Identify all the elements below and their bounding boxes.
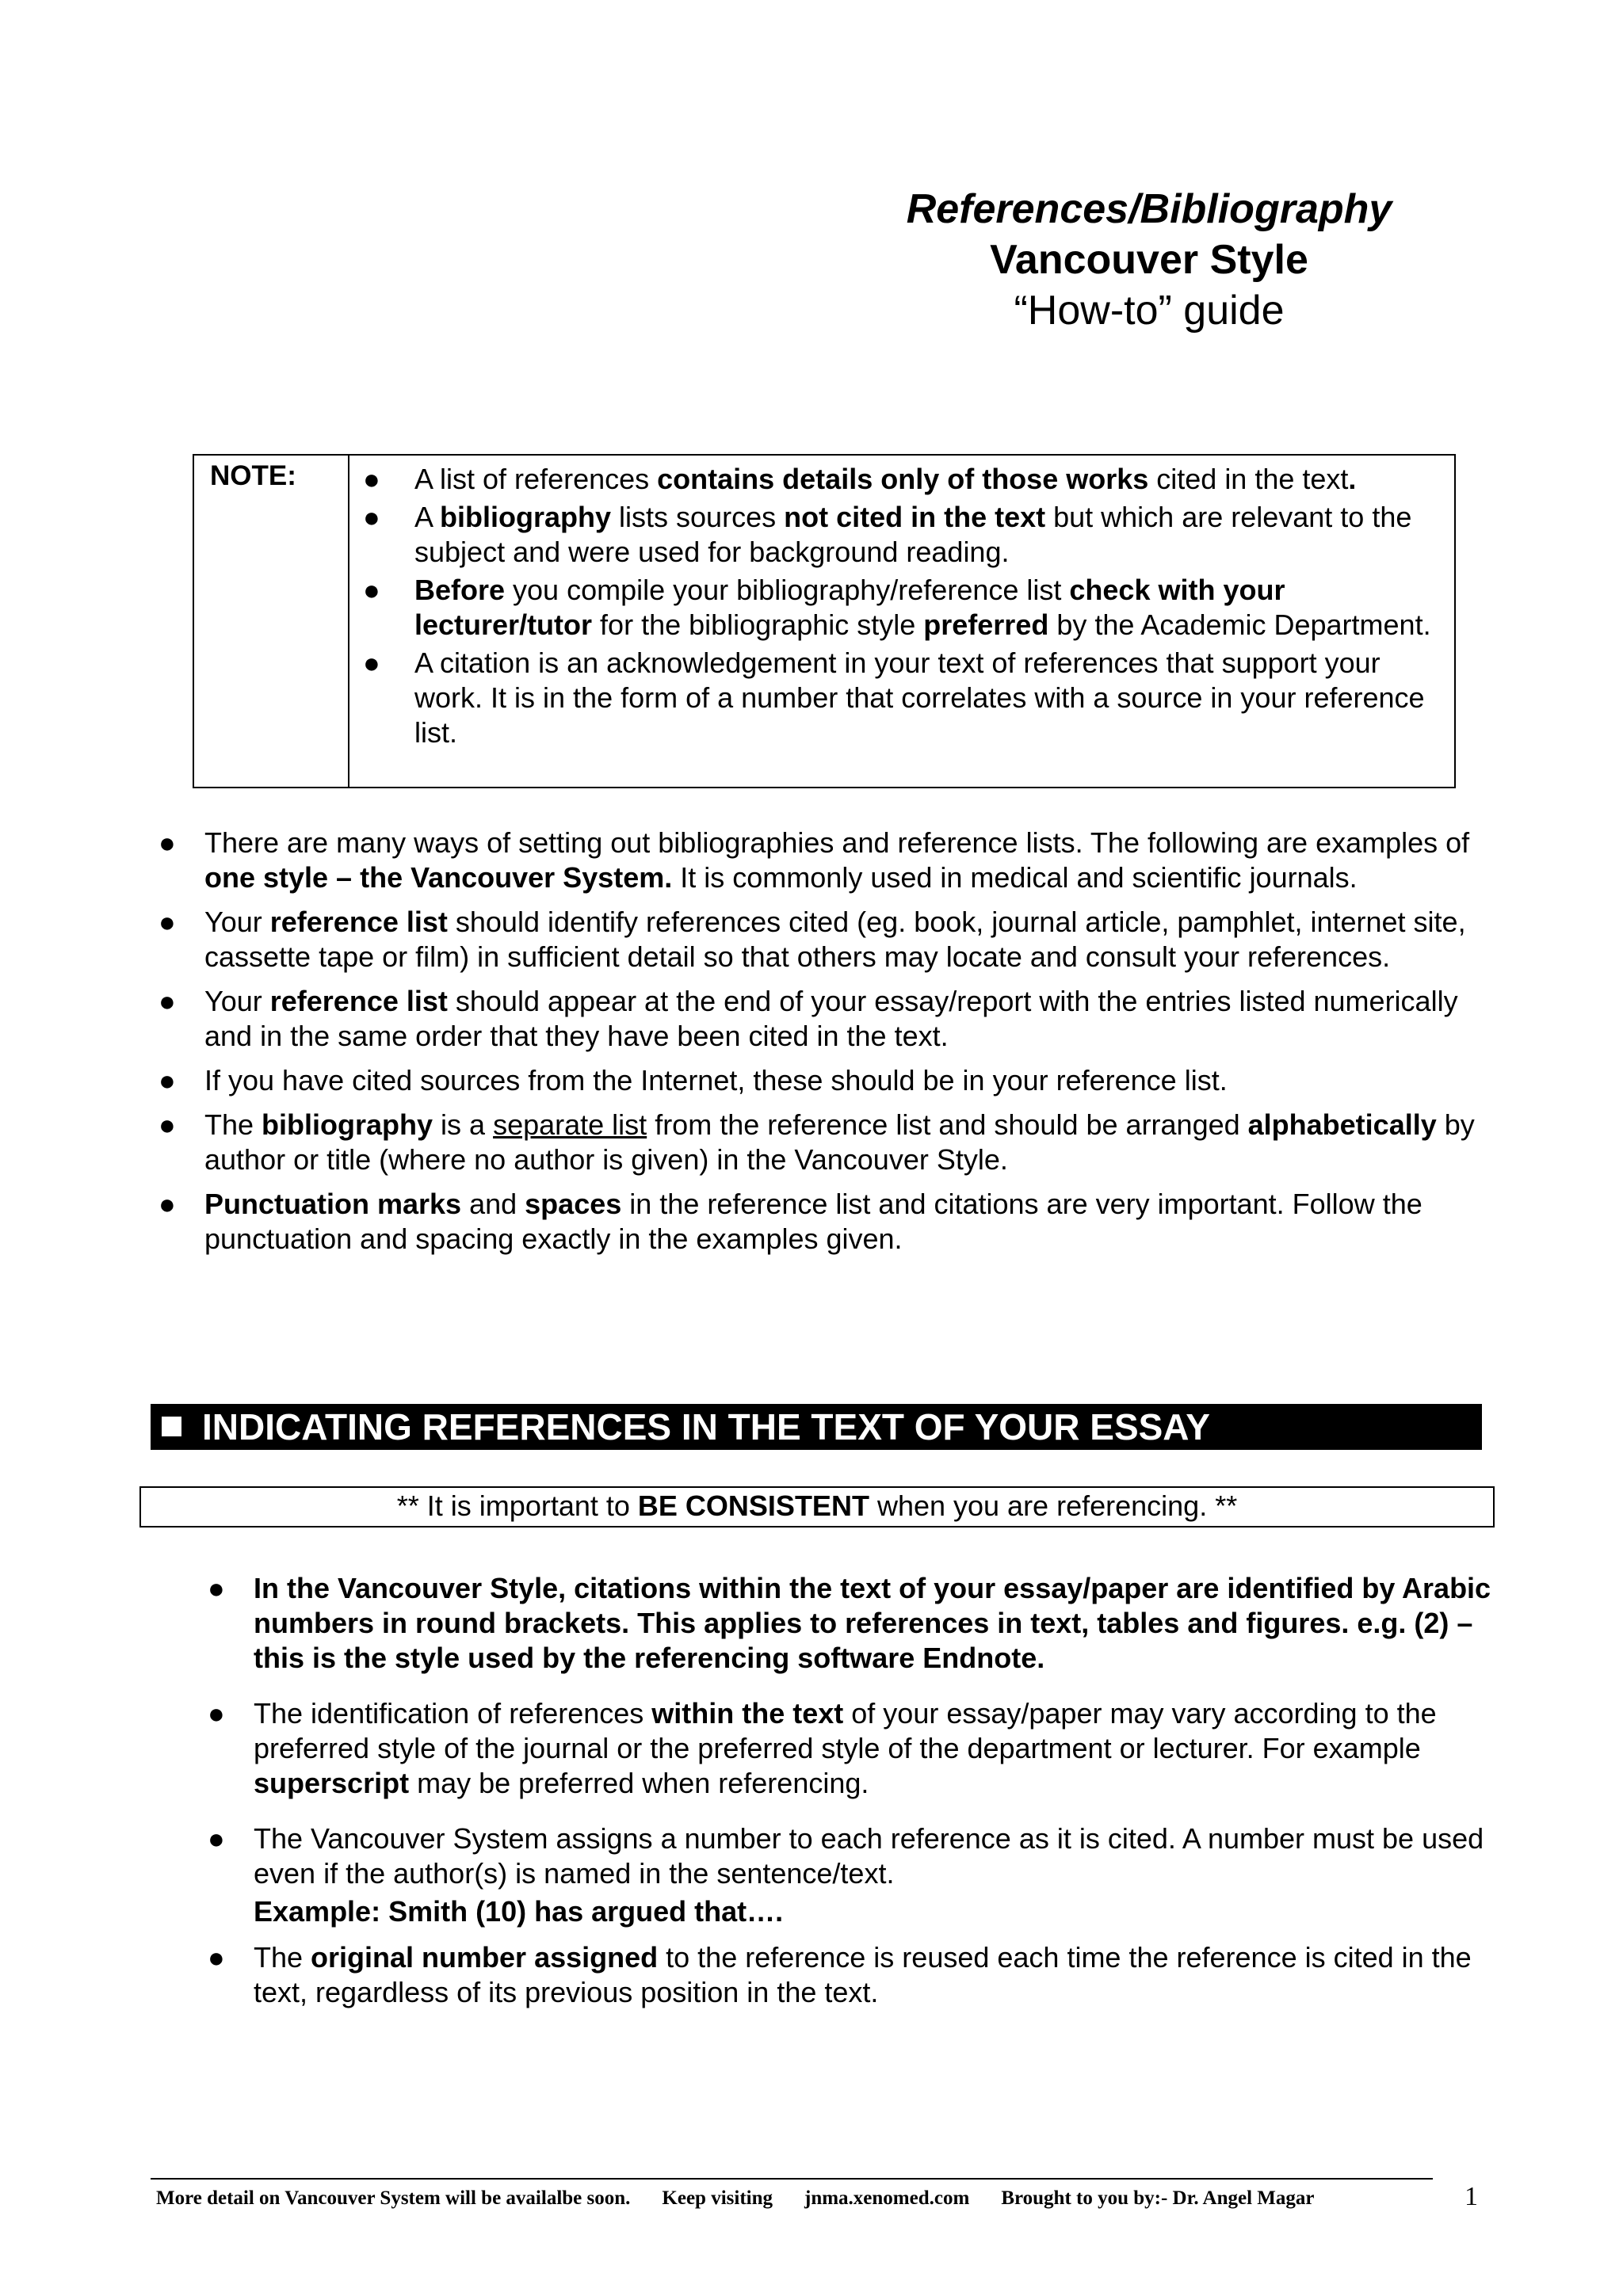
- list-text: to the reference is reused each time the reference is cited in the text, regardless of its previous position in the text.: [254, 1941, 1472, 2008]
- footer-credit: Brought to you by:- Dr. Angel Magar: [1001, 2187, 1315, 2209]
- page-number: 1: [1465, 2182, 1478, 2211]
- consistency-text: when you are referencing. **: [869, 1489, 1238, 1522]
- note-bold-text: Before: [414, 574, 506, 606]
- list-bold-text: bibliography: [262, 1108, 433, 1141]
- list-text: Your: [204, 985, 270, 1017]
- list-bold-text: spaces: [525, 1188, 622, 1220]
- example-line: [204, 1894, 1504, 1929]
- bullet-icon: ●: [363, 501, 380, 533]
- list-text: of your essay/paper may vary according to the preferred style of the journal or the preferred style of the department or lecturer. For example: [254, 1697, 1437, 1764]
- note-text: A citation is an acknowledgement in your text of references that support your work. It is in the form of a number that correlates with a source in your reference list.: [414, 646, 1425, 749]
- note-bold-text: contains details only of those works: [657, 463, 1149, 495]
- note-text: A list of references: [414, 463, 658, 495]
- list-bold-text: reference list: [269, 985, 448, 1017]
- list-item: [155, 1187, 1502, 1257]
- list-text: should identify references cited (eg. book, journal article, pamphlet, internet site, cassette tape or film) in sufficient detail so that others may locate and consult your references.: [204, 906, 1466, 973]
- list-bold-text: Punctuation marks: [204, 1188, 462, 1220]
- list-bold-text: reference list: [269, 906, 448, 938]
- list-text: The Vancouver System assigns a number to each reference as it is cited. A number must be used even if the author(s) is named in the sentence/text.: [254, 1822, 1484, 1890]
- bullet-icon: ●: [363, 574, 380, 606]
- list-bold-text: superscript: [254, 1767, 410, 1799]
- bullet-icon: ●: [208, 1941, 225, 1974]
- section-heading: [151, 1404, 1482, 1450]
- bullet-icon: ●: [363, 646, 380, 679]
- note-text: lists sources: [611, 501, 785, 533]
- note-text: cited in the text: [1148, 463, 1349, 495]
- list-text: It is commonly used in medical and scientific journals.: [672, 861, 1358, 894]
- bullet-icon: ●: [158, 1188, 176, 1220]
- note-box-divider: [348, 454, 349, 788]
- note-text: but which are relevant to the subject and were used for background reading.: [414, 501, 1412, 568]
- list-text: may be preferred when referencing.: [409, 1767, 869, 1799]
- note-item: [361, 500, 1446, 570]
- list-underlined-text: separate list: [493, 1108, 647, 1141]
- list-text: in the reference list and citations are very important. Follow the punctuation and spacing exactly in the examples given.: [204, 1188, 1423, 1255]
- footer-keep-visiting: Keep visiting: [662, 2187, 773, 2209]
- note-item: [361, 573, 1446, 643]
- footer-notice: More detail on Vancouver System will be availalbe soon.: [156, 2187, 631, 2209]
- list-text: from the reference list and should be arranged: [647, 1108, 1248, 1141]
- list-bold-text: one style – the Vancouver System.: [204, 861, 673, 894]
- note-item: [361, 462, 1446, 497]
- title-references-bibliography: References/Bibliography: [906, 186, 1392, 232]
- list-item: [204, 1696, 1504, 1801]
- footer-website: jnma.xenomed.com: [804, 2187, 970, 2209]
- example-text: Example: Smith (10) has argued that….: [254, 1895, 784, 1928]
- bullet-icon: ●: [208, 1572, 225, 1604]
- bullet-icon: ●: [158, 906, 176, 938]
- bullet-icon: ●: [208, 1697, 225, 1730]
- list-item: [155, 1108, 1502, 1177]
- list-item: [204, 1940, 1504, 2010]
- consistency-note-box: [139, 1486, 1495, 1527]
- document-title: [792, 184, 1506, 336]
- list-bold-text: In the Vancouver Style, citations within the text of your essay/paper are identified by Arabic numbers in round brackets. This applies to references in text, tables and figures. e.g. (2) – this is the style used by the referencing software Endnote.: [254, 1572, 1491, 1674]
- note-label: NOTE:: [210, 460, 296, 491]
- main-bullet-list: [155, 826, 1502, 1266]
- note-item: [361, 646, 1446, 750]
- list-text: The: [254, 1941, 311, 1974]
- list-item: [204, 1821, 1504, 1891]
- list-text: is a: [433, 1108, 494, 1141]
- list-item: [155, 1063, 1502, 1098]
- note-text: by the Academic Department.: [1048, 608, 1431, 641]
- note-text: for the bibliographic style: [592, 608, 924, 641]
- note-text: you compile your bibliography/reference list: [505, 574, 1070, 606]
- square-bullet-icon: [162, 1417, 181, 1436]
- note-bold-text: bibliography: [440, 501, 612, 533]
- note-bold-text: .: [1348, 463, 1357, 495]
- bullet-icon: ●: [158, 826, 176, 859]
- bullet-icon: ●: [158, 1064, 176, 1097]
- section-heading-text: INDICATING REFERENCES IN THE TEXT OF YOUR ESSAY: [202, 1406, 1210, 1447]
- list-text: and: [461, 1188, 525, 1220]
- list-text: There are many ways of setting out bibliographies and reference lists. The following are examples of: [204, 826, 1470, 859]
- bullet-icon: ●: [158, 985, 176, 1017]
- list-item: [155, 826, 1502, 895]
- footer: [156, 2184, 1440, 2213]
- note-text: A: [414, 501, 441, 533]
- bullet-icon: ●: [158, 1108, 176, 1141]
- title-how-to-guide: “How-to” guide: [1014, 288, 1285, 334]
- note-bold-text: check with your lecturer/tutor: [414, 574, 1285, 641]
- consistency-text: ** It is important to: [396, 1489, 638, 1522]
- citation-rules-list: [204, 1571, 1504, 2031]
- list-bold-text: alphabetically: [1247, 1108, 1437, 1141]
- list-text: The: [204, 1108, 262, 1141]
- list-bold-text: original number assigned: [311, 1941, 659, 1974]
- title-vancouver-style: Vancouver Style: [990, 237, 1308, 283]
- list-text: should appear at the end of your essay/report with the entries listed numerically and in the same order that they have been cited in the text.: [204, 985, 1458, 1052]
- list-item: [204, 1571, 1504, 1676]
- note-bold-text: not cited in the text: [784, 501, 1046, 533]
- footer-rule: [151, 2178, 1433, 2180]
- list-text: If you have cited sources from the Internet, these should be in your reference list.: [204, 1064, 1228, 1097]
- note-list: [361, 462, 1446, 753]
- consistency-bold-text: BE CONSISTENT: [637, 1489, 869, 1522]
- list-text: Your: [204, 906, 270, 938]
- bullet-icon: ●: [208, 1822, 225, 1855]
- note-bold-text: preferred: [923, 608, 1049, 641]
- list-item: [155, 984, 1502, 1054]
- bullet-icon: ●: [363, 463, 380, 495]
- list-text: by author or title (where no author is given) in the Vancouver Style.: [204, 1108, 1475, 1176]
- list-item: [155, 905, 1502, 974]
- list-bold-text: within the text: [651, 1697, 844, 1730]
- list-text: The identification of references: [254, 1697, 652, 1730]
